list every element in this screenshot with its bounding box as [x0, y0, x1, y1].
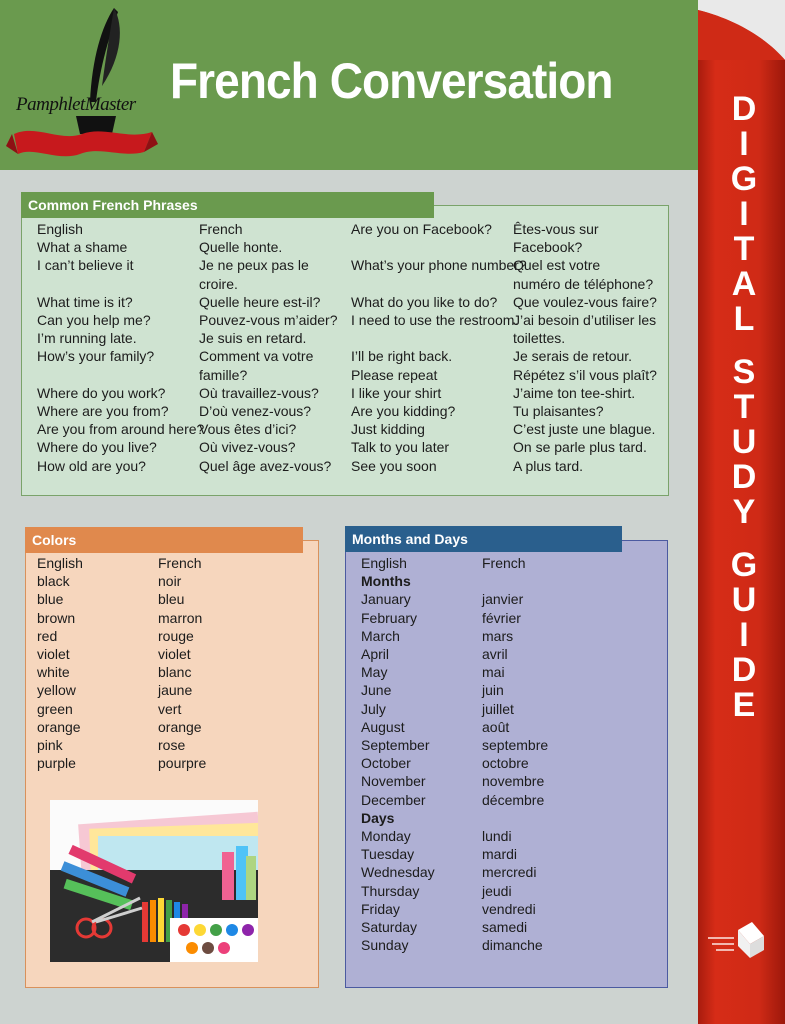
phrase-french: On se parle plus tard.	[513, 439, 647, 456]
day-french: vendredi	[482, 900, 536, 917]
page-curl-icon	[698, 0, 785, 60]
day-english: Thursday	[361, 882, 420, 899]
phrase-english: How old are you?	[37, 457, 146, 474]
color-english: blue	[37, 591, 64, 608]
month-french: septembre	[482, 737, 549, 753]
day-french: jeudi	[482, 882, 512, 899]
phrase-english: What time is it?	[37, 293, 133, 310]
month-english: March	[361, 627, 400, 644]
month-english: November	[361, 773, 426, 790]
color-french: blanc	[158, 664, 192, 681]
phrases-header-french: French	[199, 221, 243, 237]
phrase-french: A plus tard.	[513, 457, 584, 474]
phrases-header-english: English	[37, 221, 83, 237]
spine-letter: E	[732, 686, 756, 724]
phrase-french: numéro de téléphone?	[513, 275, 654, 292]
spine-word	[731, 548, 757, 723]
spine-letter: D	[731, 458, 757, 496]
month-french: décembre	[482, 791, 545, 808]
month-french: janvier	[482, 591, 524, 608]
phrase-french: Quelle honte.	[199, 239, 283, 256]
day-english: Friday	[361, 900, 400, 917]
colors-header-french: French	[158, 555, 202, 571]
day-french: lundi	[482, 828, 512, 844]
day-english: Sunday	[361, 937, 409, 954]
phrase-french: Facebook?	[513, 239, 583, 256]
phrase-english: I can’t believe it	[37, 257, 134, 274]
phrase-french: Quelle heure est-il?	[199, 293, 321, 310]
logo-text: PamphletMaster	[16, 94, 136, 115]
spine-letter: G	[730, 160, 758, 198]
color-french: marron	[158, 609, 203, 626]
day-french: mercredi	[482, 864, 537, 881]
phrase-english: See you soon	[351, 457, 437, 474]
phrase-french: toilettes.	[513, 330, 566, 347]
phrase-french: Où travaillez-vous?	[199, 384, 319, 401]
phrase-english: What do you like to do?	[351, 293, 498, 310]
phrase-french: Vous êtes d’ici?	[199, 421, 297, 438]
month-french: juin	[482, 682, 504, 699]
spine-letter: U	[731, 423, 757, 461]
spine-letter: D	[731, 651, 757, 689]
color-french: rouge	[158, 627, 194, 644]
month-english: June	[361, 682, 392, 699]
colors-title: Colors	[25, 527, 303, 553]
months-header-french: French	[482, 555, 526, 571]
phrase-french: J’aime ton tee-shirt.	[513, 384, 636, 401]
spine-letter: I	[739, 125, 749, 163]
month-english: January	[361, 591, 411, 608]
quill-icon	[6, 6, 158, 166]
book-speed-icon	[706, 920, 768, 962]
month-french: mai	[482, 664, 505, 681]
spine-letter: I	[739, 616, 749, 654]
spine-letter: L	[733, 300, 755, 338]
day-french: samedi	[482, 919, 528, 935]
color-english: violet	[37, 646, 70, 662]
phrase-english: What a shame	[37, 239, 128, 256]
spine-letter: D	[731, 90, 757, 128]
day-english: Monday	[361, 828, 411, 844]
color-english: red	[37, 627, 58, 644]
colors-header-english: English	[37, 555, 83, 571]
color-english: green	[37, 700, 73, 717]
color-english: black	[37, 573, 70, 590]
phrase-french: croire.	[199, 275, 238, 292]
spine-letter: T	[733, 230, 755, 268]
month-french: mars	[482, 627, 514, 644]
phrase-english: What’s your phone number?	[351, 257, 527, 274]
spine-title	[712, 92, 776, 723]
phrase-english: Where do you work?	[37, 384, 166, 401]
color-english: white	[37, 664, 70, 681]
phrase-french: Je serais de retour.	[513, 348, 633, 365]
color-english: orange	[37, 718, 81, 735]
phrase-english: I’ll be right back.	[351, 348, 453, 365]
spine-letter: Y	[732, 493, 756, 531]
phrase-french: Je suis en retard.	[199, 330, 307, 347]
day-english: Saturday	[361, 919, 418, 935]
phrase-french: Répétez s’il vous plaît?	[513, 366, 657, 383]
phrase-english: Can you help me?	[37, 312, 151, 328]
month-english: December	[361, 791, 426, 808]
spine-letter: U	[731, 581, 757, 619]
spine-letter: S	[732, 353, 756, 391]
color-english: purple	[37, 755, 76, 772]
color-french: rose	[158, 737, 186, 753]
color-french: bleu	[158, 591, 185, 608]
phrase-english: How’s your family?	[37, 348, 155, 365]
phrase-french: famille?	[199, 366, 248, 383]
color-french: orange	[158, 718, 202, 735]
month-english: February	[361, 609, 418, 626]
art-supplies-image	[50, 800, 258, 962]
spine-letter: A	[731, 265, 757, 303]
phrase-english: I need to use the restroom.	[351, 312, 519, 328]
month-french: novembre	[482, 773, 545, 790]
month-english: October	[361, 755, 411, 772]
spine-word	[731, 92, 757, 337]
phrase-french: Que voulez-vous faire?	[513, 293, 657, 310]
day-english: Wednesday	[361, 864, 435, 881]
phrase-french: C’est juste une blague.	[513, 421, 656, 438]
month-english: July	[361, 700, 386, 717]
month-french: avril	[482, 646, 508, 662]
phrase-english: Please repeat	[351, 366, 438, 383]
color-english: brown	[37, 609, 76, 626]
spine-letter: G	[730, 546, 758, 584]
month-english: May	[361, 664, 388, 681]
phrase-french: Êtes-vous sur	[513, 221, 599, 237]
phrase-english: Are you from around here?	[37, 421, 205, 438]
month-french: août	[482, 718, 510, 735]
day-english: Tuesday	[361, 846, 415, 863]
pamphlet-master-logo	[6, 6, 158, 166]
color-english: pink	[37, 737, 63, 753]
phrase-french: Quel âge avez-vous?	[199, 457, 332, 474]
phrase-french: Où vivez-vous?	[199, 439, 296, 456]
color-english: yellow	[37, 682, 76, 699]
day-french: mardi	[482, 846, 518, 863]
month-english: April	[361, 646, 390, 662]
months-header-english: English	[361, 555, 407, 571]
month-english: August	[361, 718, 405, 735]
page-title: French Conversation	[170, 53, 613, 109]
color-french: vert	[158, 700, 182, 717]
spine-letter: T	[733, 388, 755, 426]
phrase-english: Are you kidding?	[351, 403, 456, 419]
months-days-title: Months and Days	[345, 526, 622, 552]
days-section-label: Days	[361, 809, 395, 826]
phrase-english: Where do you live?	[37, 439, 157, 456]
phrase-english: I’m running late.	[37, 330, 137, 347]
months-section-label: Months	[361, 573, 411, 590]
month-french: février	[482, 609, 521, 626]
month-french: juillet	[482, 700, 514, 717]
phrase-french: Tu plaisantes?	[513, 403, 604, 419]
month-english: September	[361, 737, 430, 753]
month-french: octobre	[482, 755, 529, 772]
phrase-english: Are you on Facebook?	[351, 221, 492, 237]
phrase-english: Just kidding	[351, 421, 425, 438]
color-french: violet	[158, 646, 191, 662]
phrase-english: I like your shirt	[351, 384, 442, 401]
phrase-french: Comment va votre	[199, 348, 314, 365]
phrase-french: J’ai besoin d’utiliser les	[513, 312, 657, 328]
phrases-title: Common French Phrases	[21, 192, 434, 218]
phrase-english: Talk to you later	[351, 439, 450, 456]
spine-word	[732, 355, 757, 530]
phrase-french: Quel est votre	[513, 257, 601, 274]
color-french: pourpre	[158, 755, 207, 772]
spine-letter: I	[739, 195, 749, 233]
color-french: noir	[158, 573, 182, 590]
phrase-english: Where are you from?	[37, 403, 169, 419]
color-french: jaune	[158, 682, 193, 699]
phrase-french: Pouvez-vous m’aider?	[199, 312, 338, 328]
phrase-french: Je ne peux pas le	[199, 257, 309, 274]
day-french: dimanche	[482, 937, 543, 954]
phrase-french: D’où venez-vous?	[199, 403, 312, 419]
